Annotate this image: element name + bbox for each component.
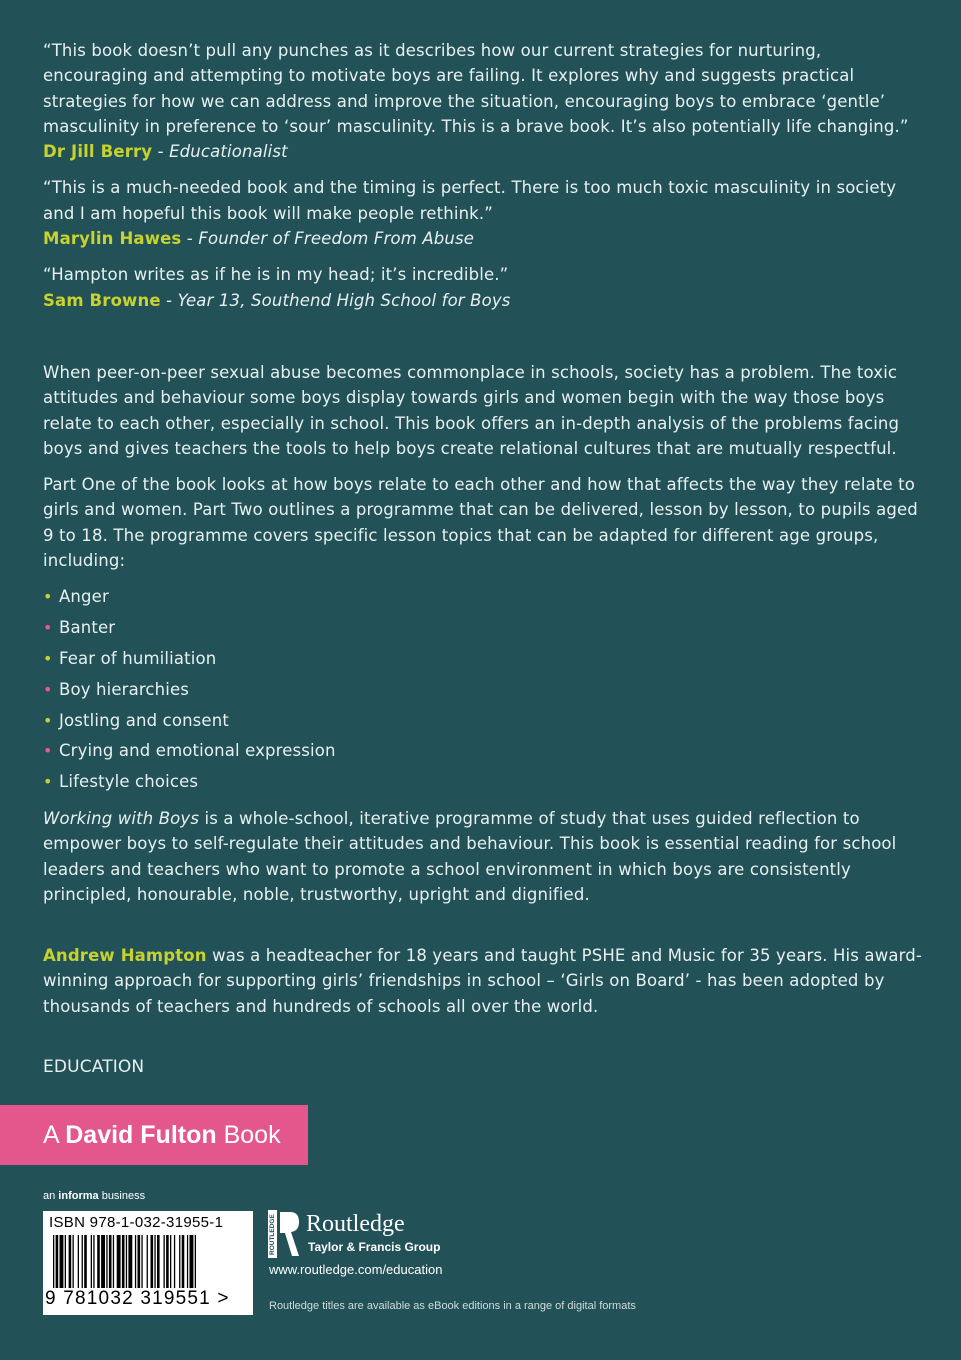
attribution-separator: - <box>181 229 199 249</box>
logo-vertical-text: ROUTLEDGE <box>269 1214 276 1255</box>
ebook-note: Routledge titles are available as eBook editions in a range of digital formats <box>269 1300 636 1312</box>
quote-attribution <box>43 139 923 164</box>
bullet-icon: • <box>43 648 53 668</box>
list-item: • Banter <box>43 615 923 646</box>
publisher-name: Routledge <box>306 1211 405 1237</box>
barcode-bar <box>187 1235 188 1293</box>
bullet-icon: • <box>43 772 53 792</box>
reviewer-name: Marylin Hawes <box>43 229 182 249</box>
description-paragraph: When peer-on-peer sexual abuse becomes commonplace in schools, society has a problem. The toxic attitudes and behaviour some boys display towards girls and women begin with the way those boys relate to each other, especially in school. This book offers an in-depth analysis of the problems facing boys and gives teachers the tools to help boys create relational cultures that are mutually respectful. <box>43 362 900 458</box>
barcode-bar <box>69 1235 72 1293</box>
quote-text: “This is a much-needed book and the timing is perfect. There is too much toxic masculinity in society and I am hopeful this book will make people rethink.” <box>43 178 897 223</box>
quote-attribution <box>43 226 923 251</box>
list-item: • Jostling and consent <box>43 708 923 739</box>
bullet-icon: • <box>43 618 53 638</box>
barcode-bar <box>97 1235 100 1293</box>
barcode-bar <box>157 1235 160 1293</box>
barcode-bar <box>101 1235 105 1293</box>
imprint-name: David Fulton <box>65 1120 217 1149</box>
review-quote <box>43 38 923 164</box>
list-item: • Boy hierarchies <box>43 677 923 708</box>
barcode-bar <box>91 1235 92 1293</box>
quote-text: “This book doesn’t pull any punches as it describes how our current strategies for nurturing, encouraging and attempting to motivate boys are failing. It explores why and suggests practical strategies for how we can address and improve the situation, encouraging boys to embrace ‘gentle’ masculinity in preference to ‘sour’ masculinity. This is a brave book. It’s also potentially life changing.” <box>43 41 909 136</box>
author-name: Andrew Hampton <box>43 946 207 966</box>
author-bio: Andrew Hampton was a headteacher for 18 years and taught PSHE and Music for 35 years. His award-winning approach for supporting girls’ friendships in school – ‘Girls on Board’ - has been adopted by thousands of teachers and hundreds of schools all over the world. <box>43 946 922 1016</box>
barcode-bar <box>170 1235 171 1293</box>
bullet-icon: • <box>43 679 53 699</box>
reviewer-name: Sam Browne <box>43 290 161 310</box>
barcode-bar <box>73 1235 74 1293</box>
barcode-bar <box>65 1235 66 1293</box>
barcode-bar <box>179 1235 180 1293</box>
description-paragraph: Part One of the book looks at how boys relate to each other and how that affects the way they relate to girls and women. Part Two outlines a programme that can be delivered, lesson by lesson, to pupils aged 9 to 18. The programme covers specific lesson topics that can be adapted for different age groups, including: <box>43 475 918 571</box>
barcode-bar <box>60 1235 64 1293</box>
topic-list <box>43 584 923 800</box>
reviewer-name: Dr Jill Berry <box>43 142 153 162</box>
book-title: Working with Boys <box>43 808 200 828</box>
barcode-bar <box>82 1235 83 1293</box>
barcode-bar <box>174 1235 175 1293</box>
barcode-bars <box>53 1235 247 1293</box>
barcode-bar <box>166 1235 169 1293</box>
quote-attribution <box>43 288 923 313</box>
barcode-bar <box>78 1235 79 1293</box>
reviewer-role: Founder of Freedom From Abuse <box>198 229 475 249</box>
routledge-logo-icon <box>268 1210 300 1258</box>
barcode-bar <box>56 1235 59 1293</box>
barcode-bar <box>147 1235 148 1293</box>
review-quote <box>43 262 923 313</box>
barcode-bar <box>182 1235 185 1293</box>
barcode-bar <box>154 1235 155 1293</box>
publisher-group: Taylor & Francis Group <box>308 1240 441 1254</box>
barcode-bar <box>84 1235 87 1293</box>
reviewer-role: Educationalist <box>169 142 288 162</box>
barcode-bar <box>138 1235 141 1293</box>
barcode-bar <box>126 1235 127 1293</box>
barcode-bar <box>141 1235 142 1293</box>
back-cover-text <box>43 38 923 1080</box>
bullet-icon: • <box>43 741 53 761</box>
informa-business-logo: an informa business <box>43 1190 146 1202</box>
barcode-bar <box>93 1235 94 1293</box>
isbn-barcode <box>43 1211 253 1315</box>
bullet-icon: • <box>43 587 53 607</box>
barcode-bar <box>195 1235 196 1293</box>
attribution-separator: - <box>152 142 170 162</box>
subject-category: EDUCATION <box>43 1057 145 1077</box>
barcode-bar <box>128 1235 132 1293</box>
barcode-bar <box>135 1235 136 1293</box>
barcode-bar <box>117 1235 121 1293</box>
quote-text: “Hampton writes as if he is in my head; it’s incredible.” <box>43 265 509 285</box>
list-item: • Anger <box>43 584 923 615</box>
barcode-digits: 9 781032 319551 > <box>45 1288 230 1309</box>
review-quote <box>43 175 923 251</box>
barcode-bar <box>164 1235 165 1293</box>
barcode-bar <box>113 1235 114 1293</box>
imprint-banner: A David Fulton Book <box>0 1105 308 1165</box>
bullet-icon: • <box>43 710 53 730</box>
list-item: • Fear of humiliation <box>43 646 923 677</box>
barcode-bar <box>109 1235 112 1293</box>
description-paragraph: Working with Boys is a whole-school, iterative programme of study that uses guided reflection to empower boys to self-regulate their attitudes and behaviour. This book is essential reading for school leaders and teachers who want to promote a school environment in which boys are consistently principled, honourable, noble, trustworthy, upright and dignified. <box>43 808 897 904</box>
reviewer-role: Year 13, Southend High School for Boys <box>177 290 511 310</box>
attribution-separator: - <box>160 290 178 310</box>
barcode-bar <box>53 1235 54 1293</box>
barcode-bar <box>122 1235 125 1293</box>
publisher-url[interactable]: www.routledge.com/education <box>269 1262 443 1277</box>
list-item: • Crying and emotional expression <box>43 738 923 769</box>
barcode-bar <box>190 1235 194 1293</box>
barcode-bar <box>106 1235 107 1293</box>
barcode-bar <box>151 1235 154 1293</box>
list-item: • Lifestyle choices <box>43 769 923 800</box>
isbn-label: ISBN 978-1-032-31955-1 <box>49 1214 224 1231</box>
